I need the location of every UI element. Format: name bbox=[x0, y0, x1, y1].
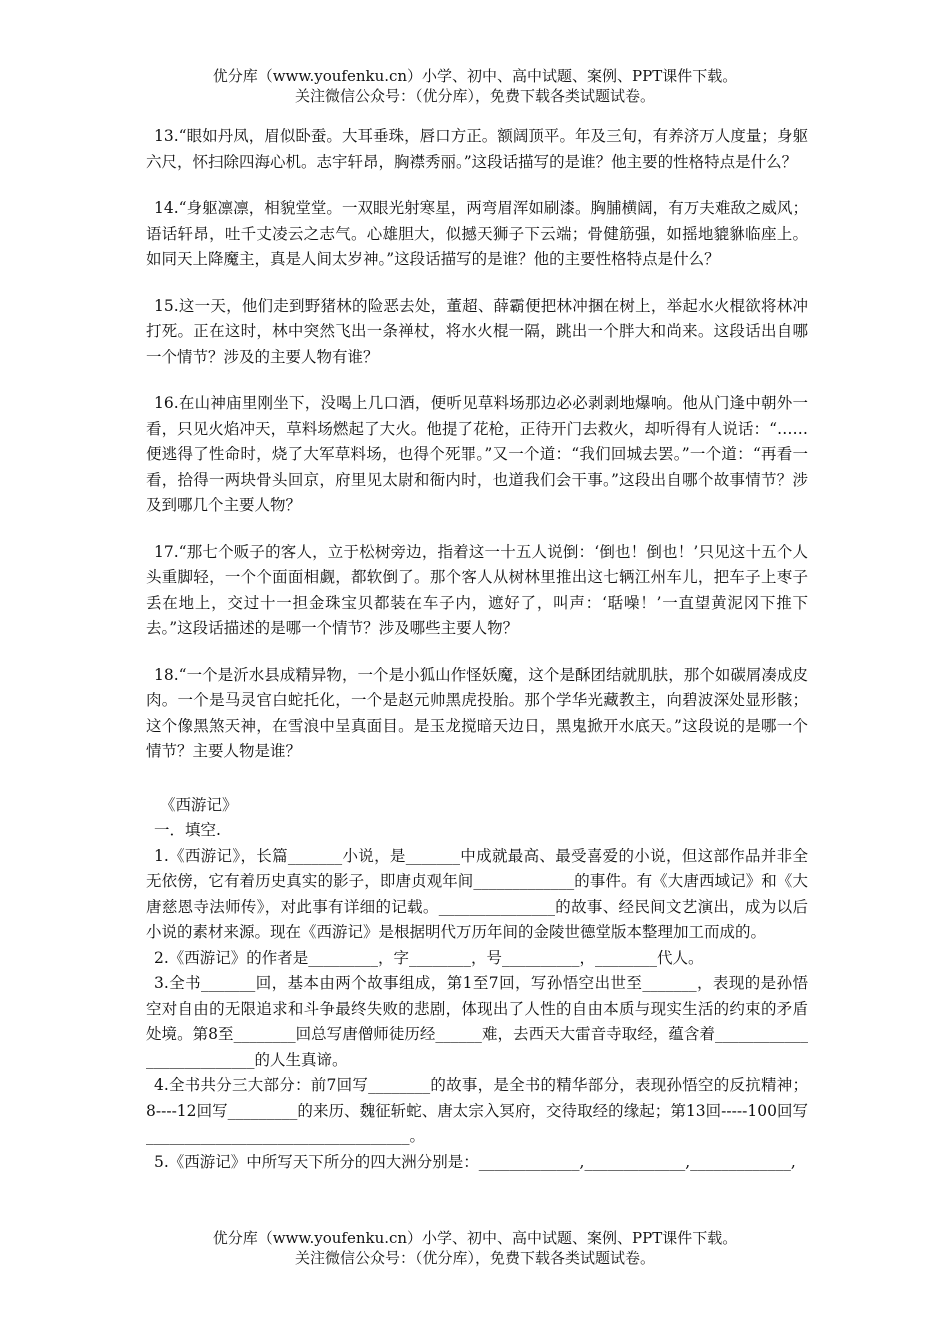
question-16: 16.在山神庙里刚坐下，没喝上几口酒，便听见草料场那边必必剥剥地爆响。他从门逢中朝外一看，只见火焰冲天，草料场燃起了大火。他提了花枪，正待开门去救火，却听得有人说话：“……便逃得了性命时，烧了大军草料场，也得个死罪。”又一个道：“我们回城去罢。”一个道：“再看一看，拾得一两块骨头回京，府里见太尉和衙内时，也道我们会干事。”这段出自哪个故事情节？涉及到哪几个主要人物？ bbox=[146, 394, 808, 514]
fill-item-2: 2.《西游记》的作者是_________，字________，号__________，________代人。 bbox=[154, 948, 704, 967]
fill-item-5: 5.《西游记》中所写天下所分的四大洲分别是：_____________,_____________,_____________, bbox=[154, 1152, 796, 1171]
header-line-1: 优分库（www.youfenku.cn）小学、初中、高中试题、案例、PPT课件下载。 bbox=[212, 67, 738, 85]
fill-item-1: 1.《西游记》，长篇_______小说，是_______中成就最高、最受喜爱的小说，但这部作品并非全无依傍，它有着历史真实的影子，即唐贞观年间_____________的事件。有《大唐西域记》和《大唐慈恩寺法师传》，对此事有详细的记载。_______________的故事、经民间文艺演出，成为以后小说的素材来源。现在《西游记》是根据明代万历年间的金陵世德堂版本整理加工而成的。 bbox=[146, 846, 808, 941]
question-18: 18.“一个是沂水县成精异物，一个是小狐山作怪妖魔，这个是酥团结就肌肤，那个如碳屑凑成皮肉。一个是马灵官白蛇托化，一个是赵元帅黑虎投胎。那个学华光藏教主，向碧波深处显形骸；这个像黑煞天神，在雪浪中呈真面目。是玉龙搅暗天边日，黑鬼掀开水底天。”这段说的是哪一个情节？主要人物是谁？ bbox=[146, 665, 808, 760]
footer-line-2: 关注微信公众号：（优分库），免费下载各类试题试卷。 bbox=[294, 1249, 655, 1267]
question-15: 15.这一天，他们走到野猪林的险恶去处，董超、薛霸便把林冲捆在树上，举起水火棍欲将林冲打死。正在这时，林中突然飞出一条禅杖，将水火棍一隔，跳出一个胖大和尚来。这段话出自哪一个情节？涉及的主要人物有谁？ bbox=[146, 296, 808, 366]
footer-line-1: 优分库（www.youfenku.cn）小学、初中、高中试题、案例、PPT课件下载。 bbox=[212, 1229, 738, 1247]
page-header bbox=[0, 66, 950, 106]
part-heading: 一．填空. bbox=[154, 821, 221, 839]
question-17: 17.“那七个贩子的客人，立于松树旁边，指着这一十五人说倒：‘倒也！倒也！’只见这十五个人头重脚轻，一个个面面相觑，都软倒了。那个客人从树林里推出这七辆江州车儿，把车子上枣子丢在地上，交过十一担金珠宝贝都装在车子内，遮好了，叫声：‘聒噪！’一直望黄泥冈下推下去。”这段话描述的是哪一个情节？涉及哪些主要人物？ bbox=[146, 542, 808, 637]
fill-item-3: 3.全书_______回，基本由两个故事组成，第1至7回，写孙悟空出世至_______，表现的是孙悟空对自由的无限追求和斗争最终失败的悲剧，体现出了人性的自由本质与现实生活的约束的矛盾处境。第8至________回总写唐僧师徒历经______难，去西天大雷音寺取经，蕴含着__________________________的人生真谛。 bbox=[146, 974, 808, 1069]
header-line-2: 关注微信公众号：（优分库），免费下载各类试题试卷。 bbox=[294, 87, 655, 105]
section-title: 《西游记》 bbox=[160, 795, 238, 814]
fill-item-4: 4.全书共分三大部分：前7回写________的故事，是全书的精华部分，表现孙悟空的反抗精神；8----12回写_________的来历、魏征斩蛇、唐太宗入冥府，交待取经的缘起；第13回-----100回写__________________________________。 bbox=[146, 1076, 808, 1145]
question-14: 14.“身躯凛凛，相貌堂堂。一双眼光射寒星，两弯眉浑如刷漆。胸脯横阔，有万夫难敌之威风；语话轩昂，吐千丈凌云之志气。心雄胆大，似撼天狮子下云端；骨健筋强，如摇地貔貅临座上。如同天上降魔主，真是人间太岁神。”这段话描写的是谁？他的主要性格特点是什么？ bbox=[146, 199, 808, 268]
document-body bbox=[146, 124, 808, 1175]
page-footer bbox=[0, 1228, 950, 1268]
question-13: 13.“眼如丹凤，眉似卧蚕。大耳垂珠，唇口方正。额阔顶平。年及三旬，有养济万人度量；身躯六尺，怀扫除四海心机。志宇轩昂，胸襟秀丽。”这段话描写的是谁？他主要的性格特点是什么？ bbox=[146, 127, 808, 171]
